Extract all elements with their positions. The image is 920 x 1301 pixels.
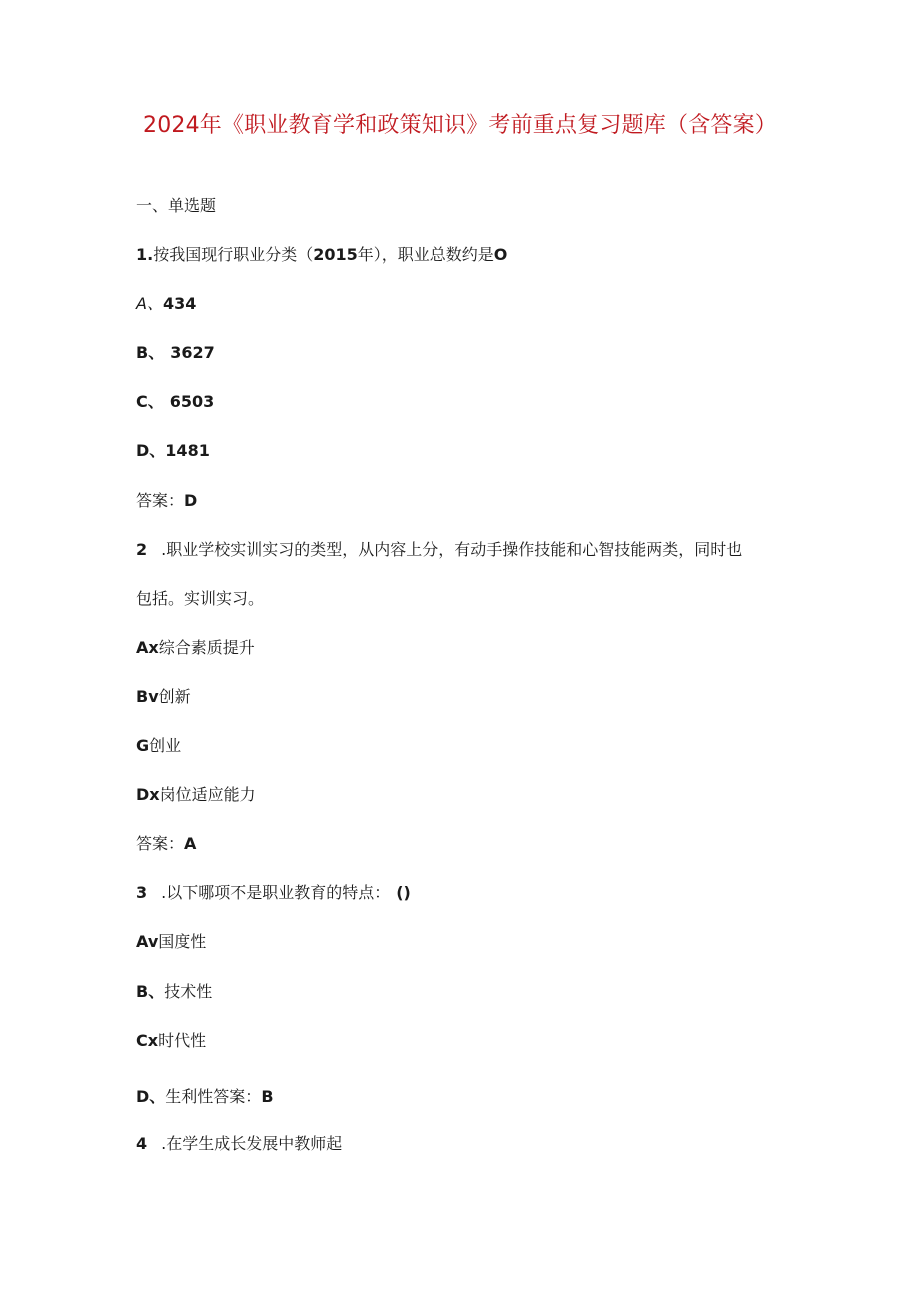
question-number: 2 xyxy=(136,540,148,559)
question-text: 按我国现行职业分类（ xyxy=(153,245,314,264)
option-text: 3627 xyxy=(170,343,215,362)
answer-label: 答案： xyxy=(136,834,185,853)
question-2-stem xyxy=(136,539,742,561)
answer-label: 答案： xyxy=(136,491,185,510)
option-label: B、 xyxy=(136,343,165,362)
question-blank: O xyxy=(493,245,508,264)
option-text: 综合素质提升 xyxy=(158,638,255,657)
question-number: 4 xyxy=(136,1134,148,1153)
option-b xyxy=(136,342,215,364)
option-text: 创新 xyxy=(158,687,191,706)
option-text: 岗位适应能力 xyxy=(159,785,256,804)
option-c xyxy=(136,391,214,413)
option-label: Cx xyxy=(136,1031,159,1050)
option-label: B、 xyxy=(136,982,165,1001)
question-number: 1. xyxy=(136,245,154,264)
answer-value: D xyxy=(184,491,198,510)
option-text: 国度性 xyxy=(158,932,207,951)
option-label: D、 xyxy=(136,1087,166,1106)
option-c xyxy=(136,735,181,757)
question-3-stem xyxy=(136,882,411,904)
option-d xyxy=(136,784,256,806)
option-a xyxy=(136,931,206,953)
option-text: 1481 xyxy=(165,441,210,460)
option-label: D、 xyxy=(136,441,166,460)
option-label: Dx xyxy=(136,785,160,804)
option-text: 生利性答案： xyxy=(165,1087,262,1106)
option-label: C、 xyxy=(136,392,164,411)
option-label: Ax xyxy=(136,638,159,657)
question-1-stem xyxy=(136,244,507,266)
option-a xyxy=(136,637,255,659)
answer-value: A xyxy=(184,834,197,853)
option-b xyxy=(136,686,191,708)
answer-1 xyxy=(136,490,197,512)
option-text: 6503 xyxy=(169,392,215,411)
option-label: Av xyxy=(136,932,159,951)
option-b xyxy=(136,981,212,1003)
option-d xyxy=(136,1086,274,1108)
answer-2 xyxy=(136,833,196,855)
question-text: .职业学校实训实习的类型，从内容上分，有动手操作技能和心智技能两类，同时也 xyxy=(161,540,743,559)
question-4-stem xyxy=(136,1133,342,1155)
option-c xyxy=(136,1030,206,1052)
option-text: 434 xyxy=(162,294,197,313)
section-heading: 一、单选题 xyxy=(136,196,217,215)
option-label: Bv xyxy=(136,687,159,706)
option-label: A、 xyxy=(136,294,163,313)
option-text: 技术性 xyxy=(164,982,213,1001)
answer-value: B xyxy=(261,1087,274,1106)
option-d xyxy=(136,440,210,462)
question-year: 2015 xyxy=(313,245,358,264)
option-label: G xyxy=(136,736,150,755)
document-title: 2024年《职业教育学和政策知识》考前重点复习题库（含答案） xyxy=(143,113,777,138)
question-blank: () xyxy=(396,883,411,902)
question-text: .在学生成长发展中教师起 xyxy=(161,1134,343,1153)
option-a xyxy=(136,293,196,315)
question-text: 年），职业总数约是 xyxy=(357,245,494,264)
option-text: 时代性 xyxy=(158,1031,207,1050)
question-text: .以下哪项不是职业教育的特点： xyxy=(161,883,391,902)
question-2-stem-cont: 包括。实训实习。 xyxy=(136,589,265,608)
option-text: 创业 xyxy=(149,736,182,755)
question-number: 3 xyxy=(136,883,148,902)
